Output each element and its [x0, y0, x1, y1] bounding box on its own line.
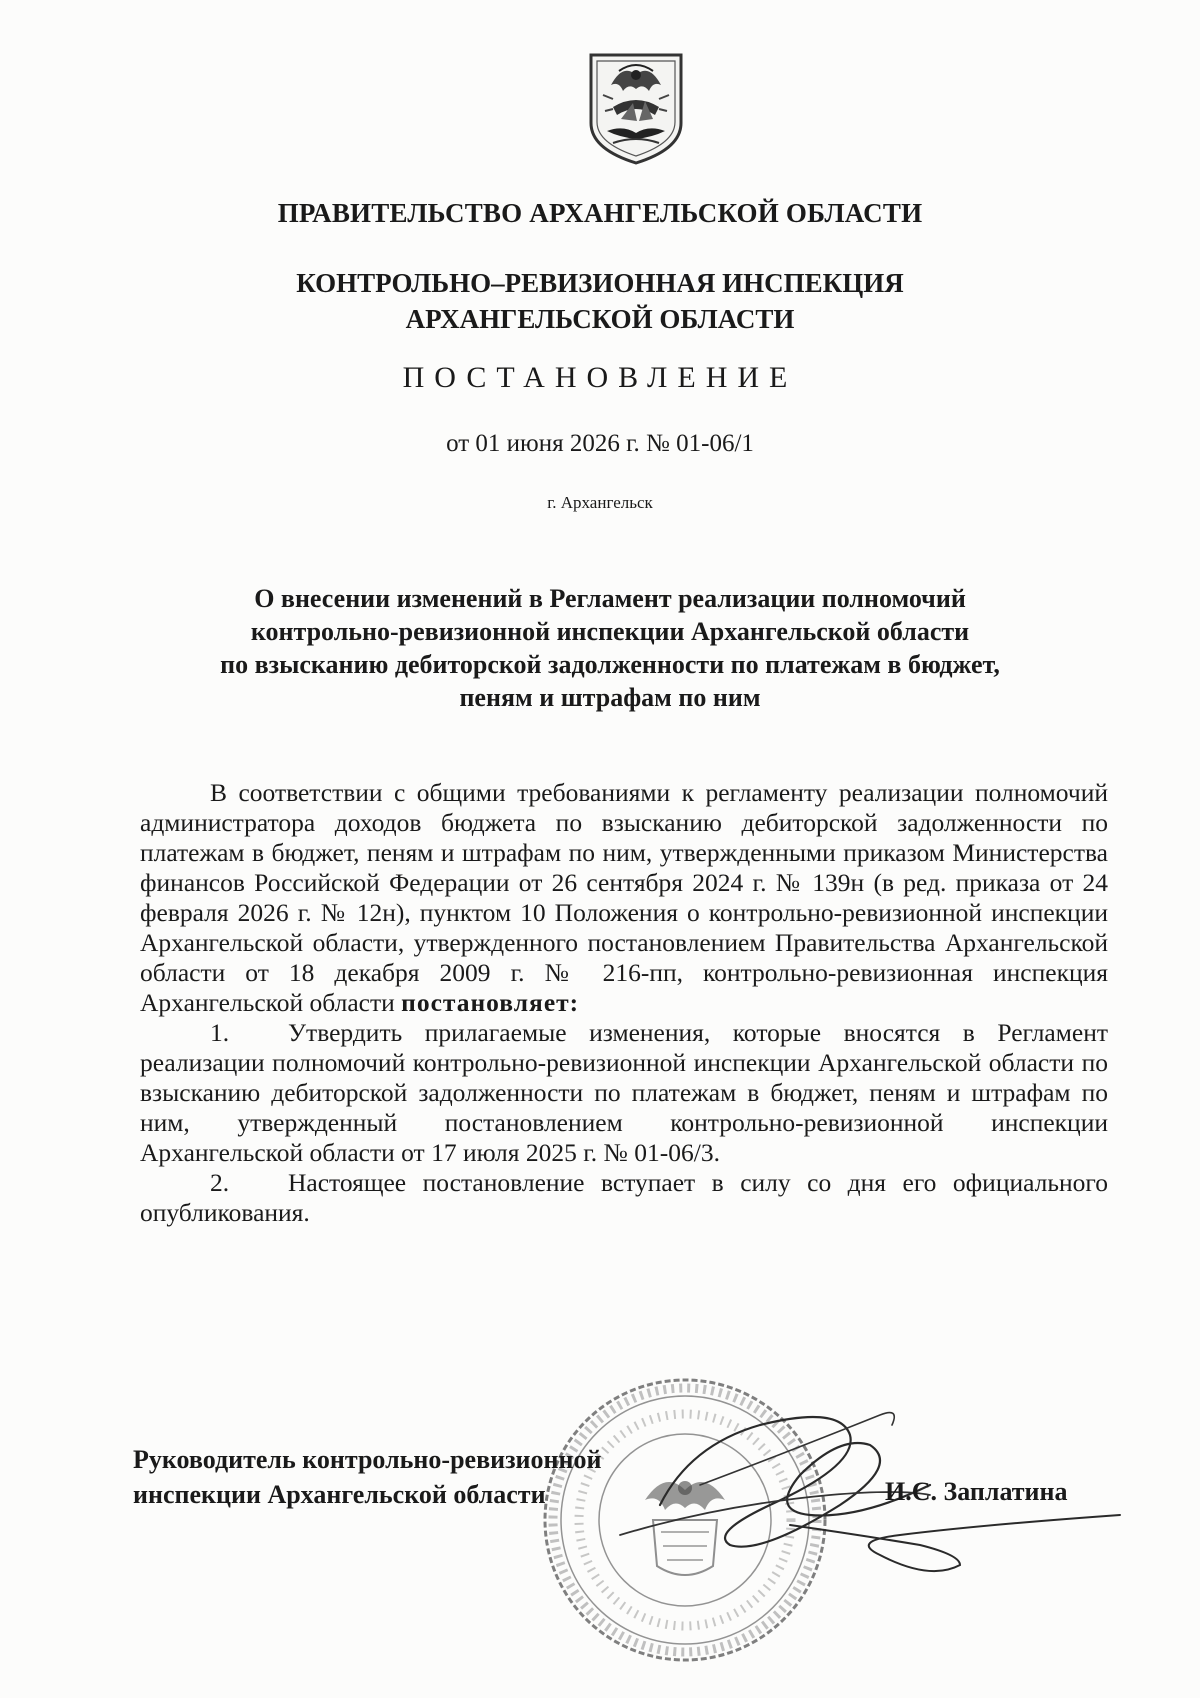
subject-title-line2: контрольно-ревизионной инспекции Архангельской области [250, 617, 970, 646]
signatory-position-line1: Руководитель контрольно-ревизионной [133, 1445, 602, 1474]
preamble-paragraph [140, 778, 1108, 1018]
org-name-government: ПРАВИТЕЛЬСТВО АРХАНГЕЛЬСКОЙ ОБЛАСТИ [277, 198, 923, 228]
document-body [140, 778, 1108, 1228]
org-name-inspection-line2: АРХАНГЕЛЬСКОЙ ОБЛАСТИ [405, 304, 795, 334]
signatory-position [133, 1442, 753, 1512]
signatory-position-line2: инспекции Архангельской области [133, 1480, 546, 1509]
coat-of-arms-emblem [583, 45, 689, 167]
signatory-name: И.С. Заплатина [885, 1477, 1068, 1506]
subject-title-line4: пеням и штрафам по ним [459, 683, 761, 712]
document-subject-title [150, 582, 1070, 714]
clause-text: Настоящее постановление вступает в силу со дня его официального опубликования. [140, 1168, 1108, 1227]
org-name-inspection [0, 265, 1200, 337]
subject-title-line3: по взысканию дебиторской задолженности по платежам в бюджет, [220, 650, 1000, 679]
document-city: г. Архангельск [547, 493, 653, 512]
preamble-text: В соответствии с общими требованиями к регламенту реализации полномочий администратора доходов бюджета по взысканию дебиторской задолженности по платежам в бюджет, пеням и штрафам по ним, утвержденными приказом Министерства финансов Российской Федерации от 26 сентября 2024 г. № 139н (в ред. приказа от 24 февраля 2026 г. № 12н), пунктом 10 Положения о контрольно-ревизионной инспекции Архангельской области, утвержденного постановлением Правительства Архангельской области от 18 декабря 2009 г. № 216-пп, контрольно-ревизионная инспекция Архангельской области [140, 778, 1108, 1017]
subject-title-line1: О внесении изменений в Регламент реализации полномочий [254, 584, 966, 613]
org-name-inspection-line1: КОНТРОЛЬНО–РЕВИЗИОННАЯ ИНСПЕКЦИЯ [296, 268, 904, 298]
document-number-date: от 01 июня 2026 г. № 01-06/1 [446, 430, 754, 457]
document-type-title: ПОСТАНОВЛЕНИЕ [402, 361, 798, 394]
clause-number: 1. [210, 1018, 230, 1047]
clause-item [140, 1018, 1108, 1168]
decree-word: постановляет: [401, 988, 580, 1017]
clause-text: Утвердить прилагаемые изменения, которые вносятся в Регламент реализации полномочий контрольно-ревизионной инспекции Архангельской области по взысканию дебиторской задолженности по платежам в бюджет, пеням и штрафам по ним, утвержденный постановлением контрольно-ревизионной инспекции Архангельской области от 17 июля 2025 г. № 01-06/3. [140, 1018, 1108, 1167]
clause-item [140, 1168, 1108, 1228]
clause-number: 2. [210, 1168, 230, 1197]
